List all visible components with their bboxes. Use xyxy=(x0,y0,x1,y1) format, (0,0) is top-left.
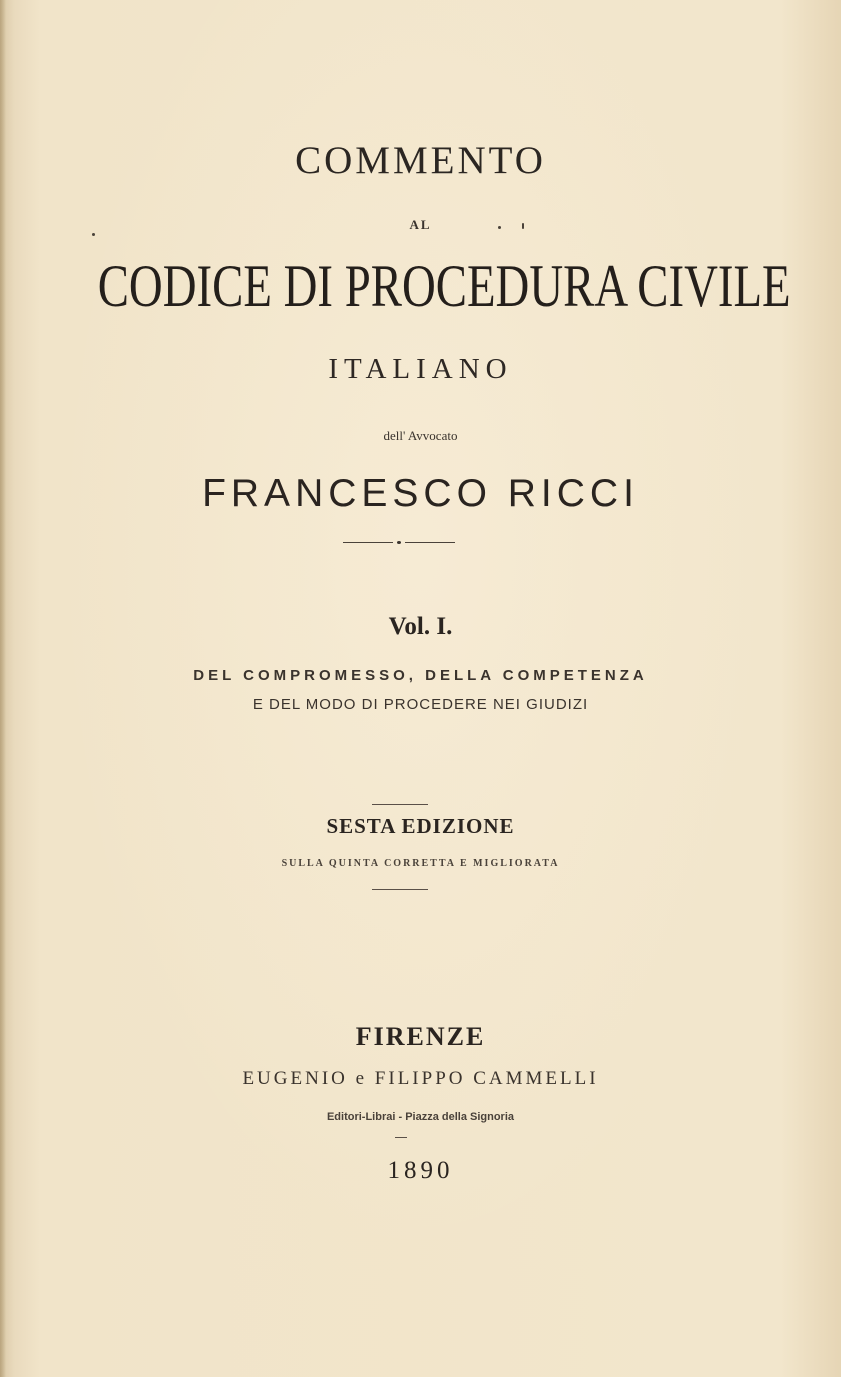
main-title xyxy=(0,252,841,321)
divider-rule xyxy=(372,804,428,805)
author-name: FRANCESCO RICCI xyxy=(202,472,639,515)
ink-speck xyxy=(522,223,524,229)
ornamental-rule xyxy=(343,540,455,546)
volume-label: Vol. I. xyxy=(388,613,453,640)
subtitle-line-1: DEL COMPROMESSO, DELLA COMPETENZA xyxy=(193,667,648,684)
main-title-text: CODICE DI PROCEDURA CIVILE xyxy=(97,253,791,319)
edition-note: SULLA QUINTA CORRETTA E MIGLIORATA xyxy=(281,858,560,869)
heading-al: AL xyxy=(409,217,432,232)
heading-commento: COMMENTO xyxy=(295,139,546,182)
author-prefix: dell' Avvocato xyxy=(383,428,458,443)
ink-speck xyxy=(92,233,95,236)
imprint-publisher: EUGENIO e FILIPPO CAMMELLI xyxy=(242,1068,599,1089)
ink-speck xyxy=(498,226,501,229)
imprint-city: FIRENZE xyxy=(355,1022,486,1051)
heading-italiano: ITALIANO xyxy=(328,353,513,385)
imprint-year: 1890 xyxy=(387,1157,454,1184)
edition-label: SESTA EDIZIONE xyxy=(326,814,515,838)
divider-rule xyxy=(395,1137,407,1138)
imprint-address: Editori-Librai - Piazza della Signoria xyxy=(326,1111,515,1123)
divider-rule xyxy=(372,889,428,890)
subtitle-line-2: E DEL MODO DI PROCEDERE NEI GIUDIZI xyxy=(252,696,589,713)
